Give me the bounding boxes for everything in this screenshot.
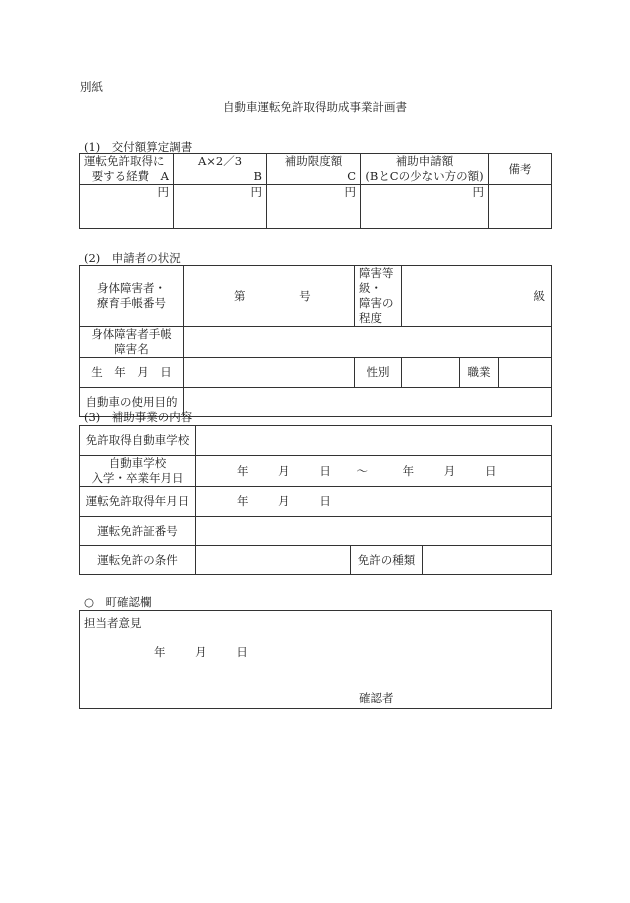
remarks-value-cell[interactable] — [489, 185, 552, 229]
license-conditions-field[interactable] — [196, 546, 351, 575]
header-limit-line1: 補助限度額 — [284, 154, 343, 168]
table-row — [80, 456, 552, 487]
grad-year-label: 年 — [402, 463, 415, 478]
grad-day-label: 日 — [484, 463, 497, 478]
table-row — [80, 358, 552, 388]
license-acquired-date-label: 運転免許取得年月日 — [80, 487, 196, 517]
birthdate-label: 生 年 月 日 — [80, 358, 184, 388]
table-row — [80, 546, 552, 575]
table-row — [80, 266, 552, 327]
confirm-date — [154, 644, 248, 660]
birthdate-field[interactable] — [184, 358, 355, 388]
header-request-line2: (BとCの少ない方の額) — [365, 169, 484, 183]
cert-number-label — [80, 266, 184, 327]
driving-school-label: 免許取得自動車学校 — [80, 426, 196, 456]
sex-field[interactable] — [402, 358, 460, 388]
header-ratio-line1: A×2／3 — [197, 154, 243, 168]
disability-name-field[interactable] — [184, 327, 552, 358]
cost-value-cell[interactable]: 円 — [80, 185, 174, 229]
license-type-field[interactable] — [423, 546, 552, 575]
grade-label-line2: 障害の程度 — [359, 296, 394, 325]
license-conditions-label: 運転免許の条件 — [80, 546, 196, 575]
enroll-month-label: 月 — [278, 463, 290, 478]
dai-label: 第 — [234, 288, 246, 303]
range-tilde: ～ — [356, 463, 368, 478]
confirm-month-label: 月 — [195, 645, 207, 659]
applicant-status-table — [79, 265, 552, 417]
header-remarks: 備考 — [489, 154, 552, 185]
grant-calculation-table — [79, 153, 552, 229]
header-request-line1: 補助申請額 — [395, 154, 454, 168]
acquired-year-label: 年 — [237, 494, 249, 508]
grade-label-line1: 障害等級・ — [359, 266, 394, 295]
cert-number-field[interactable] — [184, 266, 355, 327]
header-limit — [267, 154, 361, 185]
table-row — [80, 327, 552, 358]
license-acquired-date-field[interactable] — [196, 487, 552, 517]
cert-number-label-line2: 療育手帳番号 — [97, 296, 166, 310]
confirm-day-label: 日 — [236, 645, 248, 659]
grad-month-label: 月 — [443, 463, 456, 478]
header-cost-line1: 運転免許取得に — [84, 154, 165, 168]
enrollment-dates-label — [80, 456, 196, 487]
table-row — [80, 487, 552, 517]
ratio-value-cell[interactable]: 円 — [174, 185, 267, 229]
enroll-year-label: 年 — [237, 463, 249, 478]
table-row — [80, 154, 552, 185]
disability-label-line2: 障害名 — [114, 342, 149, 356]
usage-purpose-label: 自動車の使用目的 — [80, 388, 184, 417]
acquired-day-label: 日 — [319, 494, 331, 508]
license-number-label: 運転免許証番号 — [80, 517, 196, 546]
enrollment-label-line2: 入学・卒業年月日 — [91, 471, 184, 485]
enrollment-label-line1: 自動車学校 — [108, 456, 167, 470]
license-number-field[interactable] — [196, 517, 552, 546]
header-limit-line2: C — [347, 169, 356, 183]
license-type-label: 免許の種類 — [351, 546, 423, 575]
attachment-label: 別紙 — [80, 80, 103, 94]
enrollment-dates-field[interactable] — [196, 456, 552, 487]
sex-label: 性別 — [355, 358, 402, 388]
section4-heading: ○ 町確認欄 — [84, 595, 152, 609]
enroll-day-label: 日 — [319, 463, 331, 478]
town-confirmation-box[interactable] — [79, 610, 552, 709]
go-label: 号 — [299, 288, 311, 303]
table-row — [80, 517, 552, 546]
job-label: 職業 — [460, 358, 499, 388]
staff-opinion-label: 担当者意見 — [84, 616, 142, 630]
section1-heading: (1) 交付額算定調書 — [84, 140, 193, 154]
header-ratio — [174, 154, 267, 185]
usage-purpose-field[interactable] — [184, 388, 552, 417]
limit-value-cell[interactable]: 円 — [267, 185, 361, 229]
header-cost-line2: 要する経費 A — [91, 169, 169, 183]
confirmer-label: 確認者 — [359, 691, 394, 705]
driving-school-field[interactable] — [196, 426, 552, 456]
acquired-month-label: 月 — [278, 494, 290, 508]
table-row — [80, 185, 552, 229]
section2-heading: (2) 申請者の状況 — [84, 251, 181, 265]
grade-field[interactable]: 級 — [402, 266, 552, 327]
cert-number-label-line1: 身体障害者・ — [97, 281, 166, 295]
project-content-table — [79, 425, 552, 575]
request-value-cell[interactable]: 円 — [361, 185, 489, 229]
disability-name-label — [80, 327, 184, 358]
section3-heading: (3) 補助事業の内容 — [84, 410, 193, 424]
confirm-year-label: 年 — [154, 645, 166, 659]
document-title: 自動車運転免許取得助成事業計画書 — [223, 100, 407, 114]
header-cost — [80, 154, 174, 185]
disability-label-line1: 身体障害者手帳 — [91, 327, 172, 341]
header-request — [361, 154, 489, 185]
table-row — [80, 426, 552, 456]
header-ratio-line2: B — [253, 169, 262, 183]
job-field[interactable] — [499, 358, 552, 388]
grade-label — [355, 266, 402, 327]
